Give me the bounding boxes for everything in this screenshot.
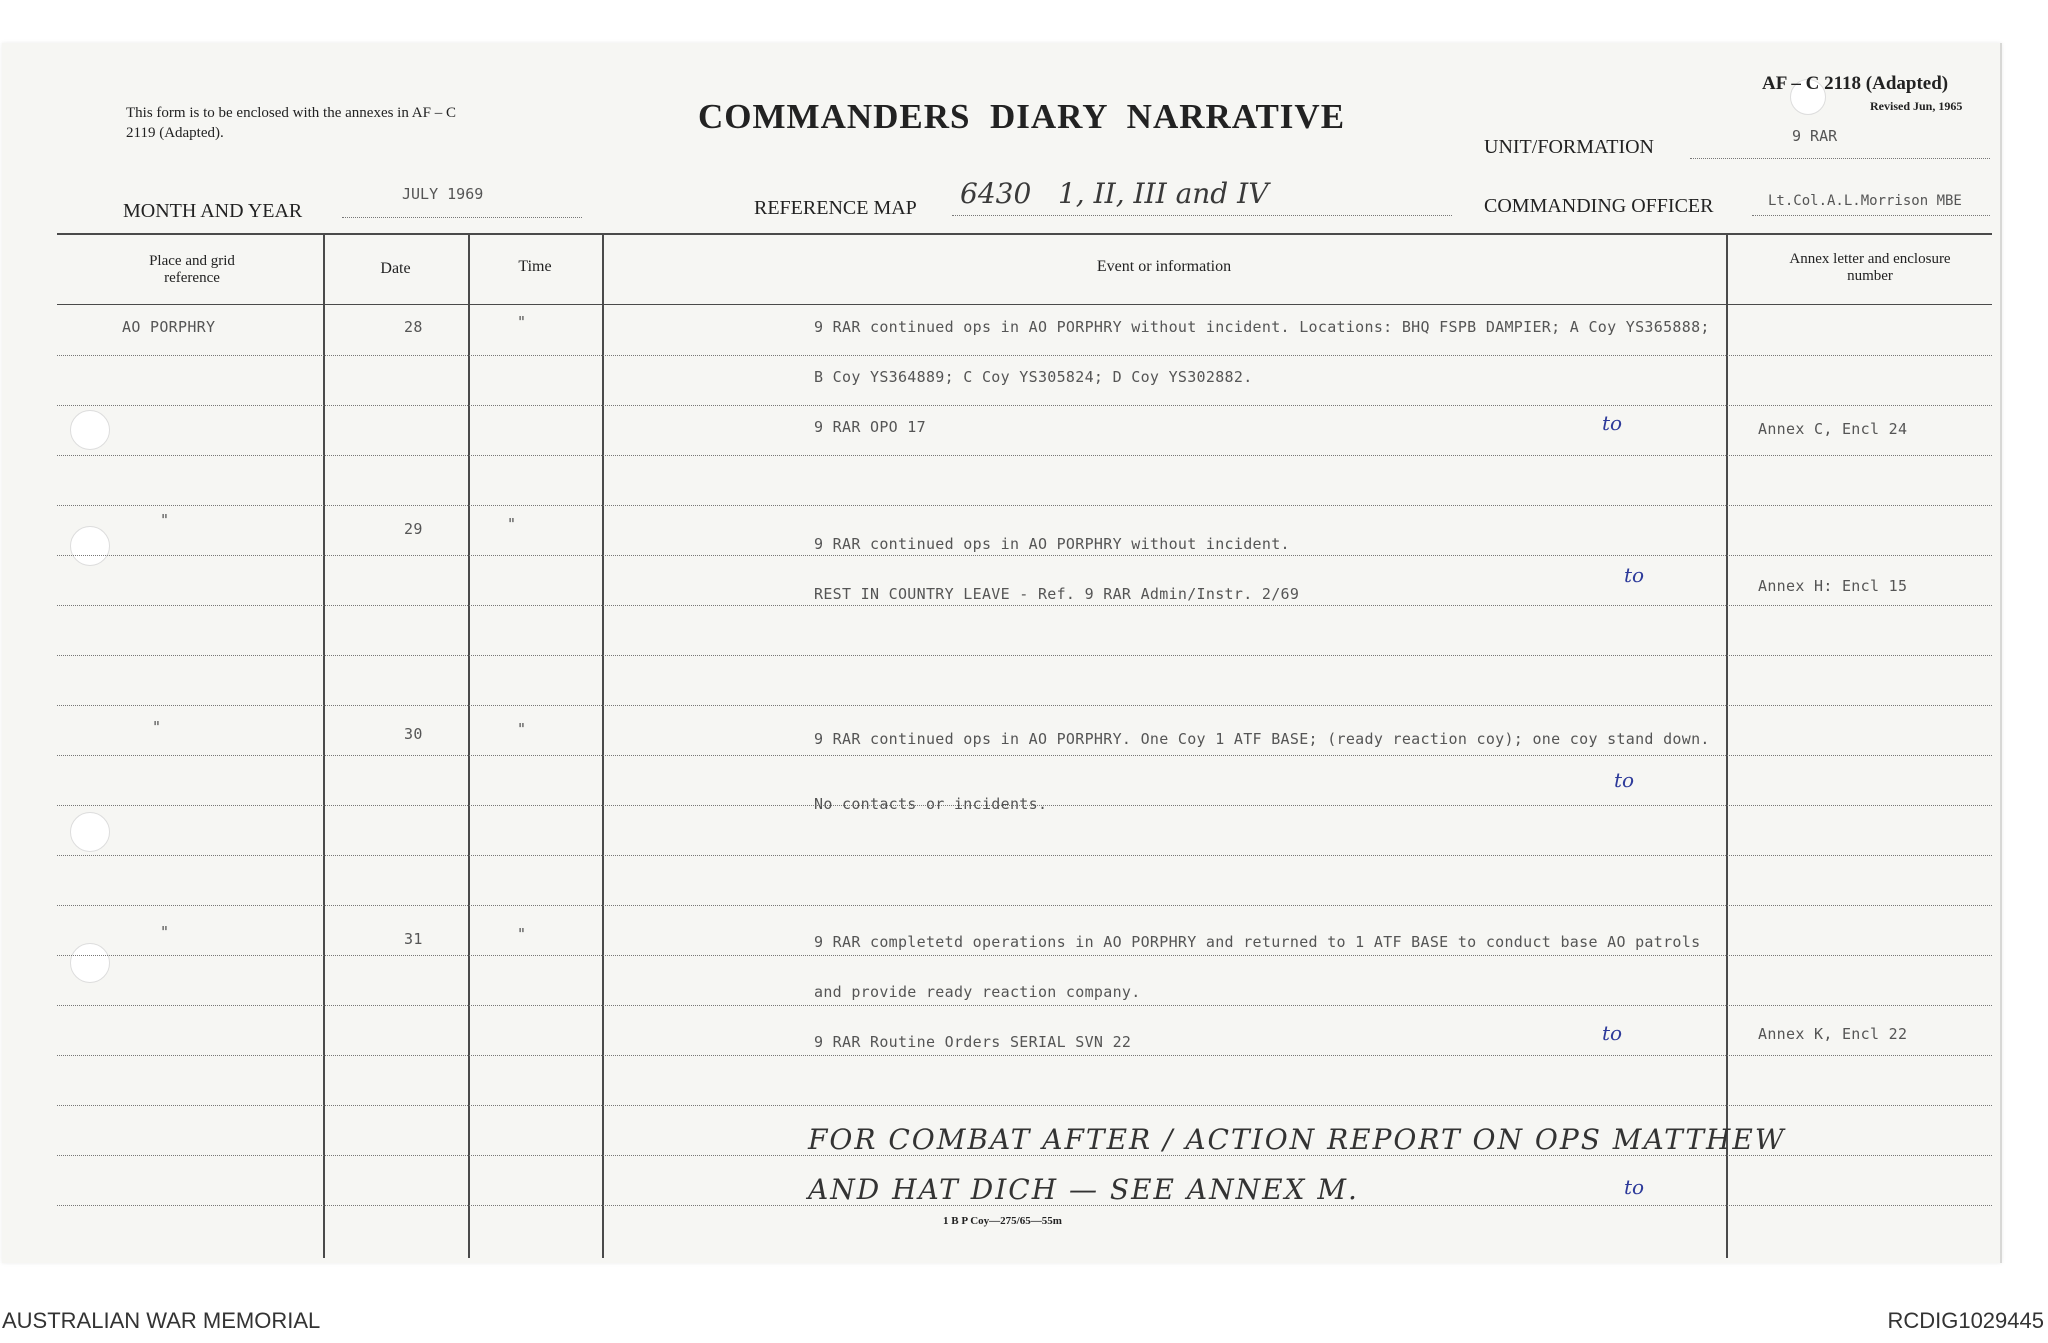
event-cell: 9 RAR OPO 17 bbox=[814, 418, 926, 436]
reference-map-value: 6430 1, II, III and IV bbox=[960, 177, 1269, 210]
row-rule bbox=[57, 455, 1992, 456]
event-cell: No contacts or incidents. bbox=[814, 795, 1048, 813]
event-cell: 9 RAR continued ops in AO PORPHRY without incident. Locations: BHQ FSPB DAMPIER; A Coy YS365888; bbox=[814, 318, 1710, 336]
col-header-annex: Annex letter and enclosure number bbox=[1789, 251, 1951, 284]
event-cell: 9 RAR continued ops in AO PORPHRY. One Coy 1 ATF BASE; (ready reaction coy); one coy stand down. bbox=[814, 730, 1710, 748]
co-dotted-line bbox=[1752, 215, 1990, 216]
date-cell: 30 bbox=[404, 725, 423, 743]
map-dotted-line bbox=[952, 215, 1452, 216]
initials-mark: to bbox=[1624, 1175, 1645, 1199]
initials-mark: to bbox=[1614, 768, 1635, 792]
initials-mark: to bbox=[1602, 1021, 1623, 1045]
date-cell: 28 bbox=[404, 318, 423, 336]
col-header-date: Date bbox=[380, 260, 411, 277]
row-rule bbox=[57, 705, 1992, 706]
place-cell: " bbox=[160, 923, 170, 941]
row-rule bbox=[57, 505, 1992, 506]
month-label: MONTH AND YEAR bbox=[123, 200, 303, 222]
row-rule bbox=[57, 655, 1992, 656]
initials-mark: to bbox=[1602, 411, 1623, 435]
time-cell: " bbox=[517, 313, 527, 331]
time-cell: " bbox=[517, 925, 527, 943]
row-rule bbox=[57, 555, 1992, 556]
printer-line: 1 B P Coy—275/65—55m bbox=[943, 1215, 1062, 1227]
punch-hole bbox=[70, 410, 110, 450]
col-header-time: Time bbox=[518, 258, 552, 275]
reference-map-label: REFERENCE MAP bbox=[754, 197, 917, 219]
month-dotted-line bbox=[342, 217, 582, 218]
annex-cell: Annex C, Encl 24 bbox=[1758, 420, 1908, 438]
row-rule bbox=[57, 905, 1992, 906]
row-rule bbox=[57, 955, 1992, 956]
month-value: JULY 1969 bbox=[402, 185, 484, 203]
unit-dotted-line bbox=[1690, 158, 1990, 159]
annex-cell: Annex H: Encl 15 bbox=[1758, 577, 1908, 595]
col-header-place: Place and grid reference bbox=[149, 253, 235, 286]
initials-mark: to bbox=[1624, 563, 1645, 587]
place-cell: AO PORPHRY bbox=[122, 318, 216, 336]
time-cell: " bbox=[517, 720, 527, 738]
archive-id: RCDIG1029445 bbox=[1887, 1308, 2044, 1333]
time-cell: " bbox=[507, 515, 517, 533]
form-code: AF – C 2118 (Adapted) bbox=[1762, 73, 1949, 94]
place-cell: " bbox=[160, 511, 170, 529]
header-bottom-rule bbox=[57, 304, 1992, 305]
enclosure-note: This form is to be enclosed with the annexes in AF – C 2119 (Adapted). bbox=[126, 105, 456, 141]
handwritten-note-line-1: FOR COMBAT AFTER / ACTION REPORT ON OPS MATTHEW bbox=[808, 1123, 1786, 1156]
event-cell: 9 RAR completetd operations in AO PORPHRY and returned to 1 ATF BASE to conduct base AO patrols bbox=[814, 933, 1701, 951]
commanding-officer-value: Lt.Col.A.L.Morrison MBE bbox=[1768, 193, 1962, 209]
handwritten-note-line-2: AND HAT DICH — SEE ANNEX M. bbox=[808, 1173, 1359, 1206]
event-cell: 9 RAR continued ops in AO PORPHRY without incident. bbox=[814, 535, 1290, 553]
date-cell: 29 bbox=[404, 520, 423, 538]
diary-page bbox=[2, 43, 2002, 1263]
punch-hole bbox=[70, 943, 110, 983]
row-rule bbox=[57, 355, 1992, 356]
unit-value: 9 RAR bbox=[1792, 127, 1838, 145]
date-cell: 31 bbox=[404, 930, 423, 948]
commanding-officer-label: COMMANDING OFFICER bbox=[1484, 195, 1714, 217]
punch-hole bbox=[70, 812, 110, 852]
place-cell: " bbox=[152, 718, 162, 736]
table-top-rule bbox=[57, 233, 1992, 235]
row-rule bbox=[57, 755, 1992, 756]
revised-date: Revised Jun, 1965 bbox=[1870, 99, 1963, 113]
event-cell: and provide ready reaction company. bbox=[814, 983, 1141, 1001]
event-cell: B Coy YS364889; C Coy YS305824; D Coy YS302882. bbox=[814, 368, 1253, 386]
row-rule bbox=[57, 1105, 1992, 1106]
form-title: COMMANDERS DIARY NARRATIVE bbox=[698, 97, 1346, 136]
row-rule bbox=[57, 605, 1992, 606]
row-rule bbox=[57, 855, 1992, 856]
archive-name: AUSTRALIAN WAR MEMORIAL bbox=[2, 1308, 321, 1333]
punch-hole bbox=[70, 526, 110, 566]
col-header-event: Event or information bbox=[1096, 258, 1232, 275]
row-rule bbox=[57, 1005, 1992, 1006]
row-rule bbox=[57, 405, 1992, 406]
row-rule bbox=[57, 1055, 1992, 1056]
event-cell: REST IN COUNTRY LEAVE - Ref. 9 RAR Admin/Instr. 2/69 bbox=[814, 585, 1300, 603]
event-cell: 9 RAR Routine Orders SERIAL SVN 22 bbox=[814, 1033, 1132, 1051]
unit-label: UNIT/FORMATION bbox=[1484, 136, 1654, 158]
annex-cell: Annex K, Encl 22 bbox=[1758, 1025, 1908, 1043]
